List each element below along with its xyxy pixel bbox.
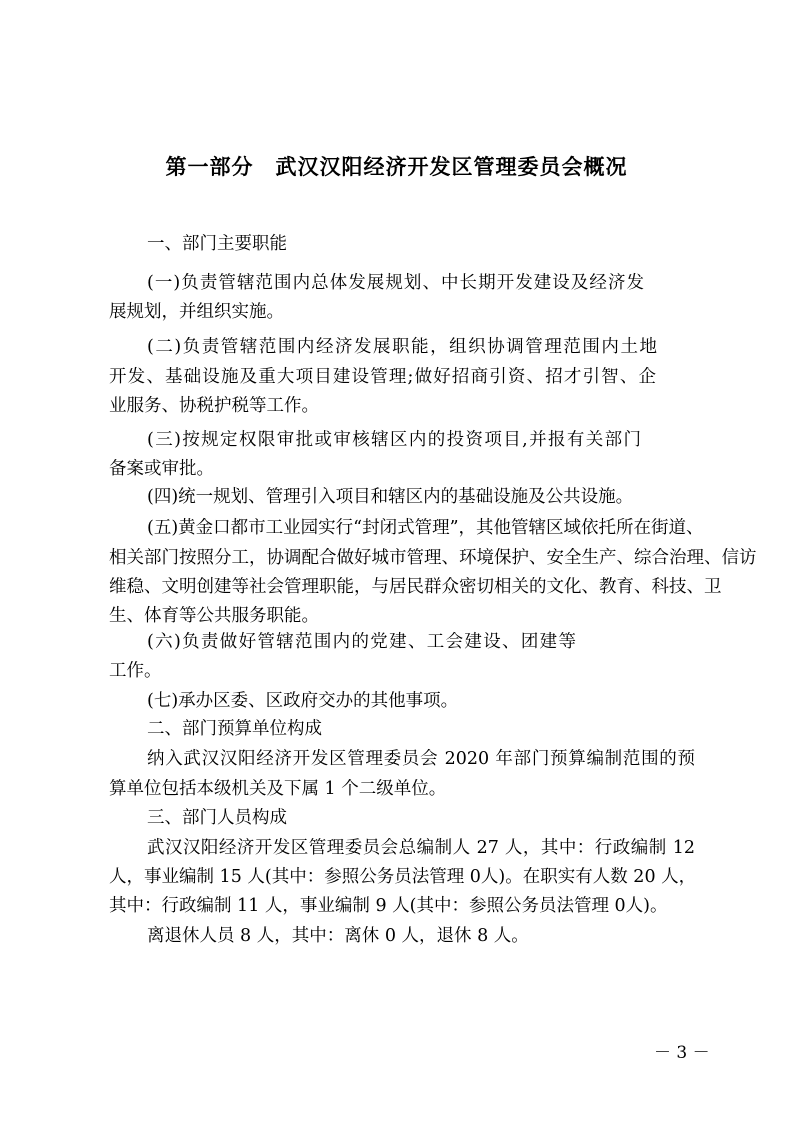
function-item-2-line-3: 业服务、协税护税等工作。 (109, 396, 319, 416)
function-item-5-line-4: 生、体育等公共服务职能。 (109, 606, 319, 626)
budget-units-line-2: 算单位包括本级机关及下属 1 个二级单位。 (109, 779, 447, 799)
function-item-3-line-2: 备案或审批。 (109, 459, 214, 479)
budget-units-line-1: 纳入武汉汉阳经济开发区管理委员会 2020 年部门预算编制范围的预 (147, 749, 695, 769)
function-item-4-line-1: (四)统一规划、管理引入项目和辖区内的基础设施及公共设施。 (147, 487, 634, 507)
function-item-2-line-1: (二)负责管辖范围内经济发展职能，组织协调管理范围内土地 (147, 337, 657, 357)
section-heading-functions: 一、部门主要职能 (147, 234, 287, 254)
staffing-line-3: 其中：行政编制 11 人，事业编制 9 人(其中：参照公务员法管理 0人)。 (109, 896, 668, 916)
page-number: － 3 － (654, 1043, 710, 1063)
staffing-line-4: 离退休人员 8 人，其中：离休 0 人，退休 8 人。 (147, 926, 529, 946)
staffing-line-2: 人，事业编制 15 人(其中：参照公务员法管理 0人)。在职实有人数 20 人， (109, 867, 697, 887)
function-item-1-line-1: (一)负责管辖范围内总体发展规划、中长期开发建设及经济发 (147, 273, 644, 293)
section-heading-staffing: 三、部门人员构成 (147, 808, 287, 828)
function-item-3-line-1: (三)按规定权限审批或审核辖区内的投资项目,并报有关部门 (147, 430, 641, 450)
function-item-6-line-1: (六)负责做好管辖范围内的党建、工会建设、团建等 (147, 632, 576, 652)
staffing-line-1: 武汉汉阳经济开发区管理委员会总编制人 27 人，其中：行政编制 12 (147, 838, 695, 858)
function-item-5-line-1: (五)黄金口都市工业园实行“封闭式管理”，其他管辖区域依托所在街道、 (147, 518, 704, 538)
page-title: 第一部分 武汉汉阳经济开发区管理委员会概况 (165, 155, 628, 179)
section-heading-budget-units: 二、部门预算单位构成 (147, 719, 322, 739)
function-item-2-line-2: 开发、基础设施及重大项目建设管理;做好招商引资、招才引智、企 (109, 367, 656, 387)
function-item-1-line-2: 展规划，并组织实施。 (109, 302, 284, 322)
function-item-5-line-3: 维稳、文明创建等社会管理职能，与居民群众密切相关的文化、教育、科技、卫 (109, 577, 722, 597)
function-item-7-line-1: (七)承办区委、区政府交办的其他事项。 (147, 691, 459, 711)
function-item-6-line-2: 工作。 (109, 661, 162, 681)
function-item-5-line-2: 相关部门按照分工，协调配合做好城市管理、环境保护、安全生产、综合治理、信访 (109, 548, 757, 568)
